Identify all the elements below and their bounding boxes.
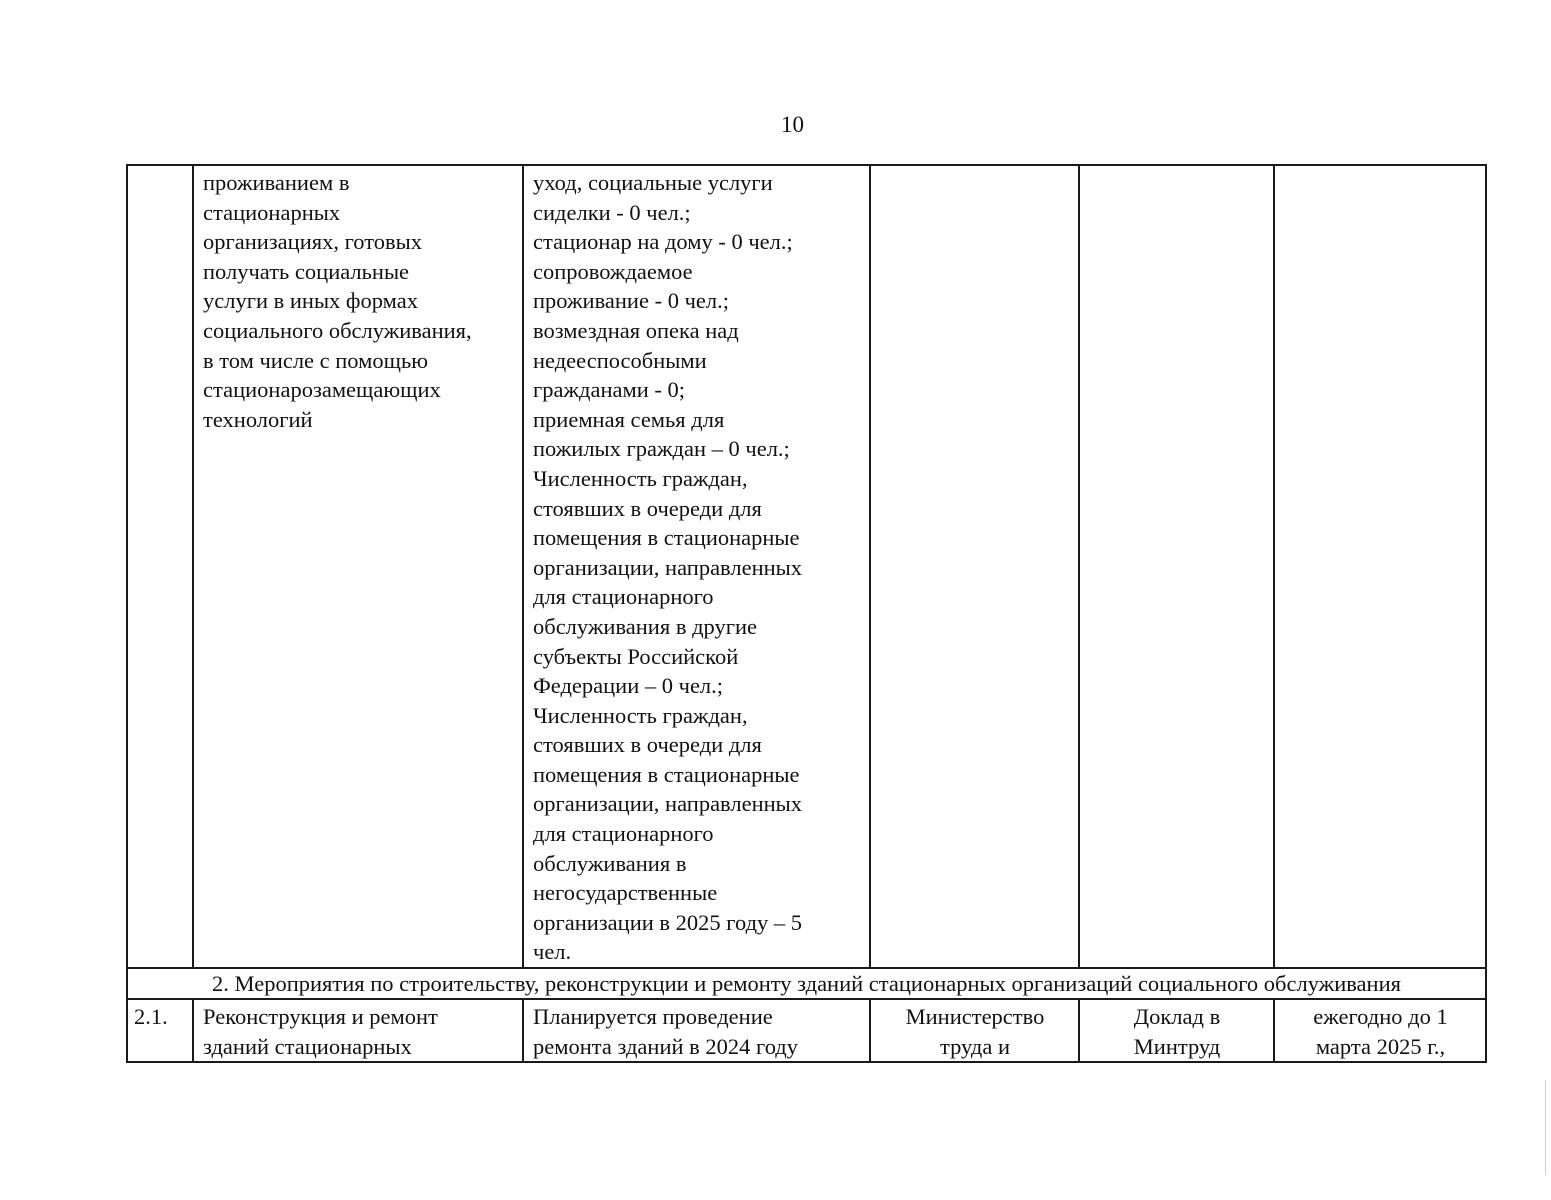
cell-measure-name: Реконструкция и ремонт зданий стационарных xyxy=(193,999,523,1062)
cell-responsible: Министерство труда и xyxy=(870,999,1079,1062)
cell-planned: Планируется проведение ремонта зданий в 2024 году xyxy=(523,999,870,1062)
cell-row-number: 2.1. xyxy=(127,999,193,1062)
cell-deadline: ежегодно до 1 марта 2025 г., xyxy=(1274,999,1486,1062)
cell-indicators: уход, социальные услуги сиделки - 0 чел.; стационар на дому - 0 чел.; сопровождаемое проживание - 0 чел.; возмездная опека над недееспособными гражданами - 0; приемная семья для пожилых граждан – 0 чел.; Численность граждан, стоявших в очереди для помещения в стационарные организации, направленных для стационарного обслуживания в другие субъекты Российской Федерации – 0 чел.; Численность граждан, стоявших в очереди для помещения в стационарные организации, направленных для стационарного обслуживания в негосударственные организации в 2025 году – 5 чел. xyxy=(523,165,870,968)
cell-report xyxy=(1079,165,1274,968)
page-bottom-margin xyxy=(0,1087,1551,1200)
scan-edge-mark xyxy=(1545,1080,1546,1175)
cell-responsible xyxy=(870,165,1079,968)
table-row-2-1 xyxy=(127,999,1486,1062)
cell-measure-name: проживанием в стационарных организациях, готовых получать социальные услуги в иных формах социального обслуживания, в том числе с помощью стационарозамещающих технологий xyxy=(193,165,523,968)
cell-deadline xyxy=(1274,165,1486,968)
cell-number xyxy=(127,165,193,968)
section-title: 2. Мероприятия по строительству, реконструкции и ремонту зданий стационарных организаций социального обслуживания xyxy=(127,968,1486,999)
table-row-continuation xyxy=(127,165,1486,968)
section-header-row xyxy=(127,968,1486,999)
measures-table xyxy=(126,164,1487,1063)
page-number: 10 xyxy=(781,112,804,137)
cell-report: Доклад в Минтруд xyxy=(1079,999,1274,1062)
